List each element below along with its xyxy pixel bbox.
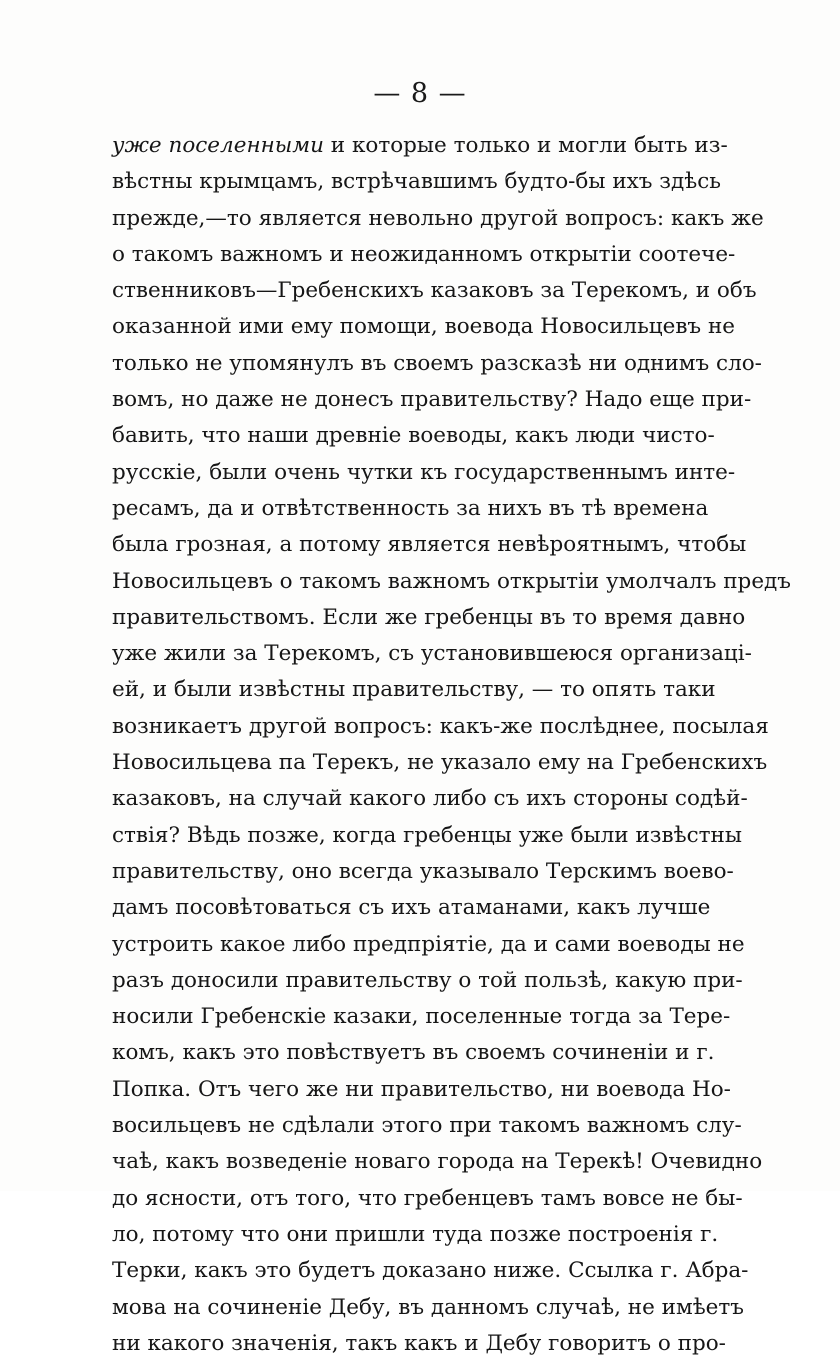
text-line: русскіе, были очень чутки къ государственнымъ инте- xyxy=(112,459,736,485)
page-number: — 8 — xyxy=(373,78,467,109)
text-line: вѣстны крымцамъ, встрѣчавшимъ будто-бы ихъ здѣсь xyxy=(112,169,721,195)
body-text xyxy=(112,128,791,1362)
text-line: носили Гребенскіе казаки, поселенные тогда за Тере- xyxy=(112,1004,731,1030)
text-line: уже жили за Терекомъ, съ установившеюся организаці- xyxy=(112,641,752,667)
text-line: ло, потому что они пришли туда позже построенія г. xyxy=(112,1221,719,1247)
text-line: до ясности, отъ того, что гребенцевъ тамъ вовсе не бы- xyxy=(112,1185,743,1211)
text-line: вомъ, но даже не донесъ правительству? Надо еще при- xyxy=(112,387,752,413)
italic-phrase: уже поселенными xyxy=(112,133,324,158)
text-line: комъ, какъ это повѣствуетъ въ своемъ сочиненіи и г. xyxy=(112,1040,715,1066)
text-line: Попка. Отъ чего же ни правительство, ни воевода Но- xyxy=(112,1076,731,1102)
text-line: возникаетъ другой вопросъ: какъ-же послѣднее, посылая xyxy=(112,713,769,739)
text-line: только не упомянулъ въ своемъ разсказѣ ни однимъ сло- xyxy=(112,350,762,376)
text-line: ственниковъ—Гребенскихъ казаковъ за Терекомъ, и объ xyxy=(112,278,757,304)
text-line: Терки, какъ это будетъ доказано ниже. Ссылка г. Абра- xyxy=(112,1258,749,1284)
text-line: прежде,—то является невольно другой вопросъ: какъ же xyxy=(112,205,764,231)
text-line: Новосильцевъ о такомъ важномъ открытіи умолчалъ предъ xyxy=(112,568,791,594)
text-line-1 xyxy=(112,128,728,164)
text-line: разъ доносили правительству о той пользѣ, какую при- xyxy=(112,967,743,993)
text-line: устроить какое либо предпріятіе, да и сами воеводы не xyxy=(112,931,745,957)
text-line: чаѣ, какъ возведеніе новаго города на Терекѣ! Очевидно xyxy=(112,1149,763,1175)
text-line: казаковъ, на случай какого либо съ ихъ стороны содѣй- xyxy=(112,786,748,812)
text-line: была грозная, а потому является невѣроятнымъ, чтобы xyxy=(112,532,747,558)
text-line: оказанной ими ему помощи, воевода Новосильцевъ не xyxy=(112,314,735,340)
text-line: восильцевъ не сдѣлали этого при такомъ важномъ слу- xyxy=(112,1113,742,1139)
text-line: ствія? Вѣдь позже, когда гребенцы уже были извѣстны xyxy=(112,822,742,848)
text-line: бавить, что наши древніе воеводы, какъ люди чисто- xyxy=(112,423,715,449)
text-line: ресамъ, да и отвѣтственность за нихъ въ тѣ времена xyxy=(112,495,709,521)
text-line: мова на сочиненіе Дебу, въ данномъ случаѣ, не имѣетъ xyxy=(112,1294,744,1320)
text-line: Новосильцева па Терекъ, не указало ему на Гребенскихъ xyxy=(112,750,768,776)
text-line: ей, и были извѣстны правительству, — то опять таки xyxy=(112,677,716,703)
text-line: ни какого значенія, такъ какъ и Дебу говоритъ о про- xyxy=(112,1330,726,1356)
text-line: дамъ посовѣтоваться съ ихъ атаманами, какъ лучше xyxy=(112,895,711,921)
text-line: правительству, оно всегда указывало Терскимъ воево- xyxy=(112,858,734,884)
text-line: правительствомъ. Если же гребенцы въ то время давно xyxy=(112,604,746,630)
text-line: о такомъ важномъ и неожиданномъ открытіи соотече- xyxy=(112,241,736,267)
text-line-1-rest: и которые только и могли быть из- xyxy=(323,133,728,158)
